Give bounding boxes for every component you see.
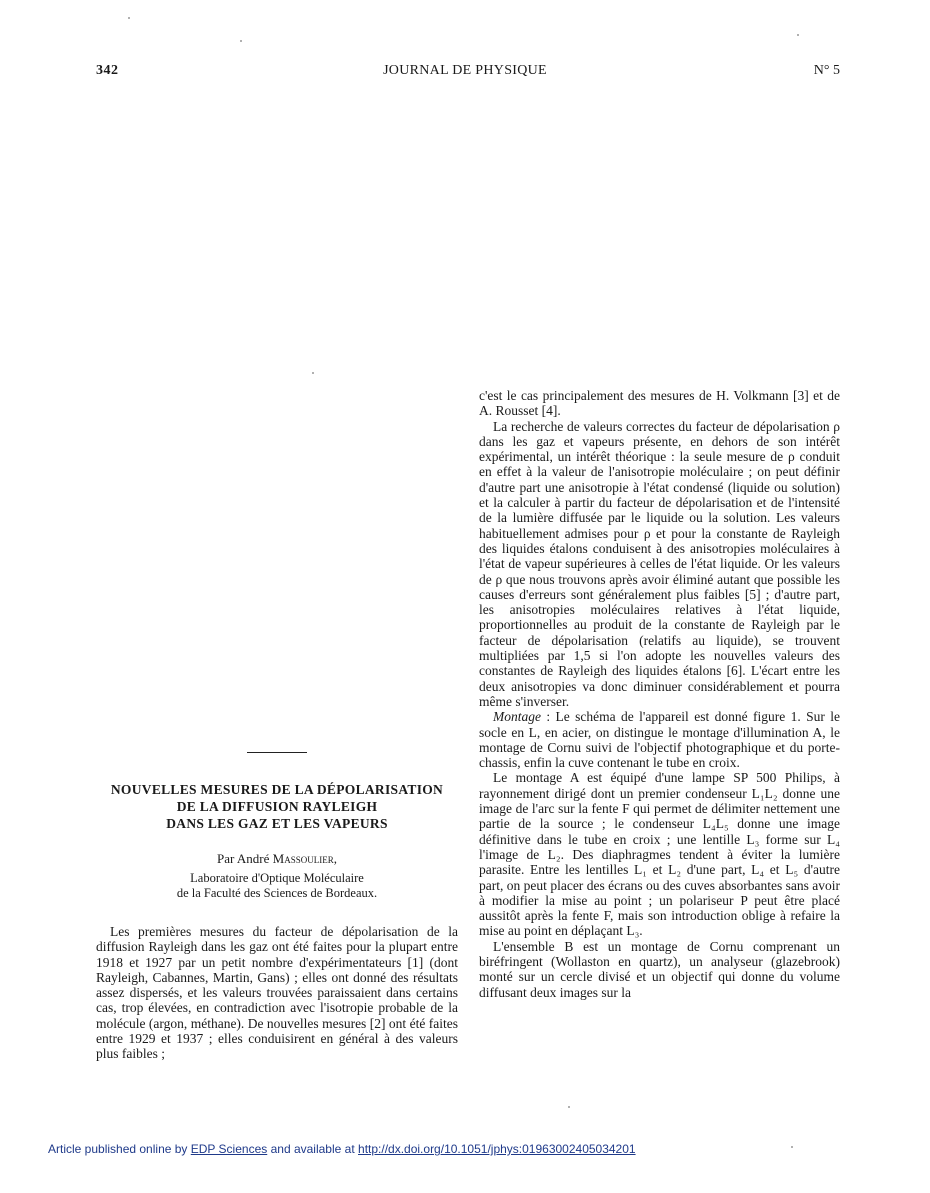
body-paragraph-montage bbox=[479, 709, 840, 770]
paragraph-lead: Montage bbox=[493, 709, 541, 725]
body-paragraph: La recherche de valeurs correctes du facteur de dépolarisation ρ dans les gaz et vapeurs présente, en dehors de son intérêt expérimental, un intérêt théorique : la seule mesure de ρ conduit en effet à la valeur de l'anisotropie moléculaire ; on peut définir d'autre part une anisotropie à l'état condensé (liquide ou solution) et la calculer à partir du facteur de dépolarisation et de l'intensité de la lumière diffusée par le liquide ou la solution. Les valeurs habituellement admises pour ρ et pour la constante de Rayleigh des liquides étalons conduisent à des anisotropies moléculaires à l'état de vapeur supérieures à celles de l'état liquide. Or les valeurs de ρ que nous trouvons après avoir éliminé autant que possible les causes d'erreurs sont généralement plus faibles [5] ; d'autre part, les anisotropies moléculaires relatives à l'état liquide, proportionnelles au produit de la constante de Rayleigh par le facteur de dépolarisation (relatifs au liquide), se trouvent multipliées par 1,5 si l'on adopte les nouvelles valeurs des constantes de Rayleigh des liquides étalons [6]. L'écart entre les deux anisotropies va donc diminuer considérablement et pourra même s'inverser. bbox=[479, 418, 840, 709]
doi-link[interactable]: http://dx.doi.org/10.1051/jphys:01963002405034201 bbox=[358, 1142, 636, 1156]
scan-speck bbox=[240, 40, 242, 42]
body-paragraph-continued: c'est le cas principalement des mesures de H. Volkmann [3] et de A. Rousset [4]. bbox=[479, 388, 840, 419]
footer-text: Article published online by bbox=[48, 1142, 188, 1156]
right-column bbox=[479, 388, 840, 1000]
title-line: DE LA DIFFUSION RAYLEIGH bbox=[176, 799, 378, 814]
scan-speck bbox=[312, 372, 314, 374]
title-rule bbox=[247, 752, 307, 753]
scan-speck bbox=[568, 1106, 570, 1108]
body-paragraph: Le montage A est équipé d'une lampe SP 500 Philips, à rayonnement dirigé dont un premier condenseur L₁L₂ donne une image de l'arc sur la fente F qui permet de délimiter nettement une partie de la source ; le condenseur L₄L₅ donne une image définitive dans le tube en croix ; une lentille L₃ forme sur L₄ l'image de L₂. Des diaphragmes tendent à éviter la lumière parasite. Entre les lentilles L₁ et L₂ d'une part, L₄ et L₅ d'autre part, on peut placer des écrans ou des cuves absorbantes sans avoir à modifier la mise au point ; un polariseur P peut être placé aussitôt après la fente F, mais son introduction oblige à refaire la mise au point en déplaçant L₃. bbox=[479, 770, 840, 939]
body-paragraph: Les premières mesures du facteur de dépolarisation de la diffusion Rayleigh dans les gaz ont été faites pour la plupart entre 1918 et 1927 par un petit nombre d'expérimentateurs [1] (dont Rayleigh, Cabannes, Martin, Gans) ; elles ont donné des résultats assez dispersés, et les valeurs trouvées paraissaient dans certains cas, trop élevées, en contradiction avec l'isotropie probable de la molécule (argon, méthane). De nouvelles mesures [2] ont été faites entre 1929 et 1937 ; elles conduisirent en général à des valeurs plus faibles ; bbox=[96, 924, 458, 1062]
affiliation-line: Laboratoire d'Optique Moléculaire bbox=[190, 871, 364, 885]
journal-title: JOURNAL DE PHYSIQUE bbox=[383, 63, 547, 78]
article-title bbox=[96, 781, 458, 832]
page-number: 342 bbox=[96, 63, 119, 78]
author-name: Massoulier, bbox=[272, 851, 337, 866]
issue-number: N° 5 bbox=[813, 63, 840, 78]
body-paragraph: L'ensemble B est un montage de Cornu comprenant un biréfringent (Wollaston en quartz), un analyseur (glazebrook) monté sur un cercle divisé et un objectif qui donne du volume diffusant deux images sur la bbox=[479, 938, 840, 1000]
paragraph-text: : Le schéma de l'appareil est donné figure 1. Sur le socle en L, en acier, on distingue le montage d'illumination A, le montage de Cornu suivi de l'objectif photographique et du porte-chassis, enfin la cuve contenant le tube en croix. bbox=[479, 709, 840, 771]
publisher-link[interactable]: EDP Sciences bbox=[190, 1142, 268, 1156]
byline bbox=[96, 851, 458, 867]
scan-speck bbox=[797, 34, 799, 36]
footer-text: and available at bbox=[270, 1142, 355, 1156]
scan-speck bbox=[791, 1146, 793, 1148]
byline-prefix: Par André bbox=[217, 851, 270, 866]
scan-speck bbox=[128, 17, 130, 19]
affiliation bbox=[96, 871, 458, 901]
title-line: NOUVELLES MESURES DE LA DÉPOLARISATION bbox=[110, 782, 444, 797]
left-column bbox=[96, 752, 458, 1062]
title-line: DANS LES GAZ ET LES VAPEURS bbox=[166, 816, 388, 831]
publication-footer bbox=[48, 1142, 636, 1156]
affiliation-line: de la Faculté des Sciences de Bordeaux. bbox=[176, 886, 378, 900]
